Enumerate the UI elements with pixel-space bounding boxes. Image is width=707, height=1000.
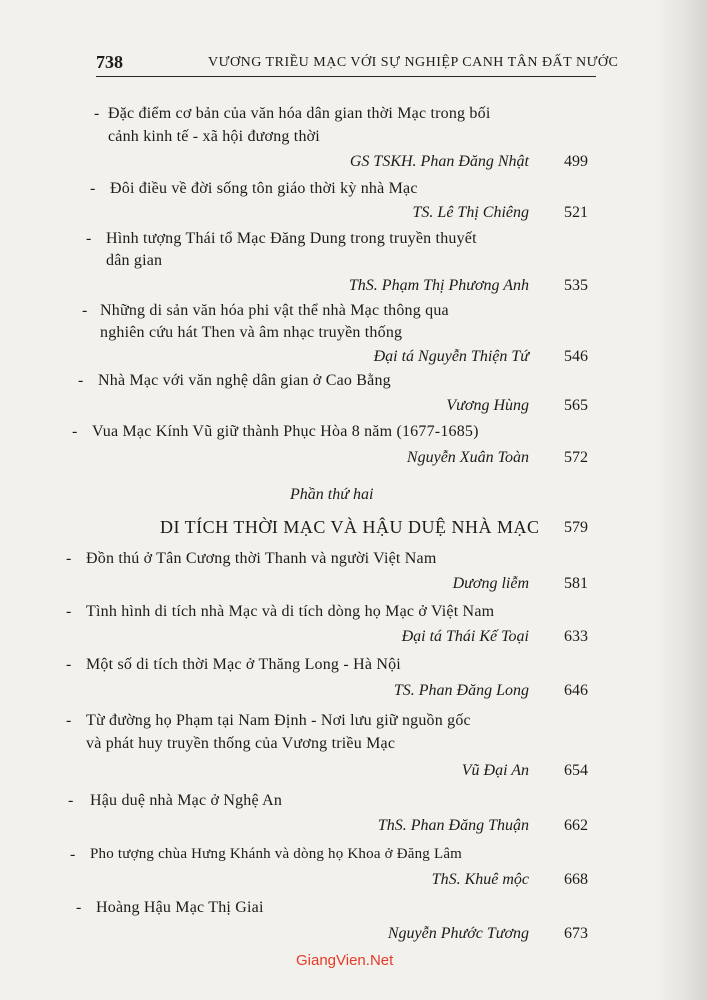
entry-title-line: Đặc điểm cơ bản của văn hóa dân gian thời Mạc trong bối	[108, 105, 491, 122]
entry-dash: -	[78, 372, 84, 389]
entry-title-line: cảnh kinh tế - xã hội đương thời	[108, 128, 320, 145]
entry-author: GS TSKH. Phan Đăng Nhật	[349, 153, 529, 170]
entry-dash: -	[68, 792, 74, 809]
entry-dash: -	[66, 550, 72, 567]
entry-dash: -	[72, 423, 78, 440]
entry-author: TS. Phan Đăng Long	[393, 682, 529, 699]
entry-author: Dương liễm	[452, 575, 529, 592]
entry-page-number: 654	[564, 762, 588, 779]
entry-author: Nguyễn Phước Tương	[387, 925, 529, 942]
entry-title-line: Pho tượng chùa Hưng Khánh và dòng họ Khoa ở Đăng Lâm	[90, 846, 463, 862]
entry-page-number: 572	[564, 449, 588, 466]
entry-title-line: dân gian	[106, 252, 163, 269]
entry-title-line: Đồn thú ở Tân Cương thời Thanh và người Việt Nam	[86, 550, 437, 567]
entry-author: ThS. Phan Đăng Thuận	[377, 817, 529, 834]
part-page-number: 579	[564, 519, 588, 536]
part-label: Phần thứ hai	[290, 486, 374, 503]
entry-author: TS. Lê Thị Chiêng	[412, 204, 529, 221]
entry-author: Nguyễn Xuân Toàn	[406, 449, 529, 466]
entry-title-line: Từ đường họ Phạm tại Nam Định - Nơi lưu giữ nguồn gốc	[86, 712, 471, 729]
entry-page-number: 633	[564, 628, 588, 645]
entry-dash: -	[76, 899, 82, 916]
entry-author: Đại tá Thái Kế Toại	[401, 628, 529, 645]
entry-author: ThS. Phạm Thị Phương Anh	[348, 277, 529, 294]
entry-page-number: 673	[564, 925, 588, 942]
page-number: 738	[96, 52, 123, 72]
entry-author: Vương Hùng	[446, 397, 529, 414]
entry-page-number: 499	[564, 153, 588, 170]
part-title: DI TÍCH THỜI MẠC VÀ HẬU DUỆ NHÀ MẠC	[160, 517, 540, 537]
entry-title-line: Nhà Mạc với văn nghệ dân gian ở Cao Bằng	[98, 372, 391, 389]
entry-title-line: Đôi điều về đời sống tôn giáo thời kỳ nhà Mạc	[110, 180, 418, 197]
entry-title-line: Hậu duệ nhà Mạc ở Nghệ An	[90, 792, 283, 809]
entry-title-line: Những di sản văn hóa phi vật thể nhà Mạc thông qua	[100, 302, 449, 319]
entry-dash: -	[70, 846, 76, 863]
entry-dash: -	[94, 105, 100, 122]
entry-dash: -	[66, 603, 72, 620]
entry-dash: -	[82, 302, 88, 319]
entry-page-number: 662	[564, 817, 588, 834]
entry-page-number: 581	[564, 575, 588, 592]
entry-page-number: 565	[564, 397, 588, 414]
entry-author: Vũ Đại An	[461, 762, 529, 779]
entry-dash: -	[86, 230, 92, 247]
entry-title-line: Một số di tích thời Mạc ở Thăng Long - Hà Nội	[86, 656, 401, 673]
entry-page-number: 668	[564, 871, 588, 888]
entry-page-number: 521	[564, 204, 588, 221]
watermark: GiangVien.Net	[296, 952, 394, 969]
entry-title-line: Hoàng Hậu Mạc Thị Giai	[96, 899, 264, 916]
entry-page-number: 546	[564, 348, 588, 365]
entry-dash: -	[66, 712, 72, 729]
entry-page-number: 535	[564, 277, 588, 294]
running-title: VƯƠNG TRIỀU MẠC VỚI SỰ NGHIỆP CANH TÂN ĐẤT NƯỚC	[208, 55, 619, 70]
entry-page-number: 646	[564, 682, 588, 699]
entry-title-line: Vua Mạc Kính Vũ giữ thành Phục Hòa 8 năm (1677-1685)	[92, 423, 479, 440]
entry-dash: -	[66, 656, 72, 673]
entry-title-line: Hình tượng Thái tổ Mạc Đăng Dung trong truyền thuyết	[106, 230, 477, 247]
entry-author: ThS. Khuê mộc	[431, 871, 529, 888]
entry-author: Đại tá Nguyễn Thiện Tứ	[373, 348, 529, 365]
entry-title-line: nghiên cứu hát Then và âm nhạc truyền thống	[100, 324, 403, 341]
entry-dash: -	[90, 180, 96, 197]
entry-title-line: Tình hình di tích nhà Mạc và di tích dòng họ Mạc ở Việt Nam	[86, 603, 495, 620]
entry-title-line: và phát huy truyền thống của Vương triều Mạc	[86, 735, 396, 752]
